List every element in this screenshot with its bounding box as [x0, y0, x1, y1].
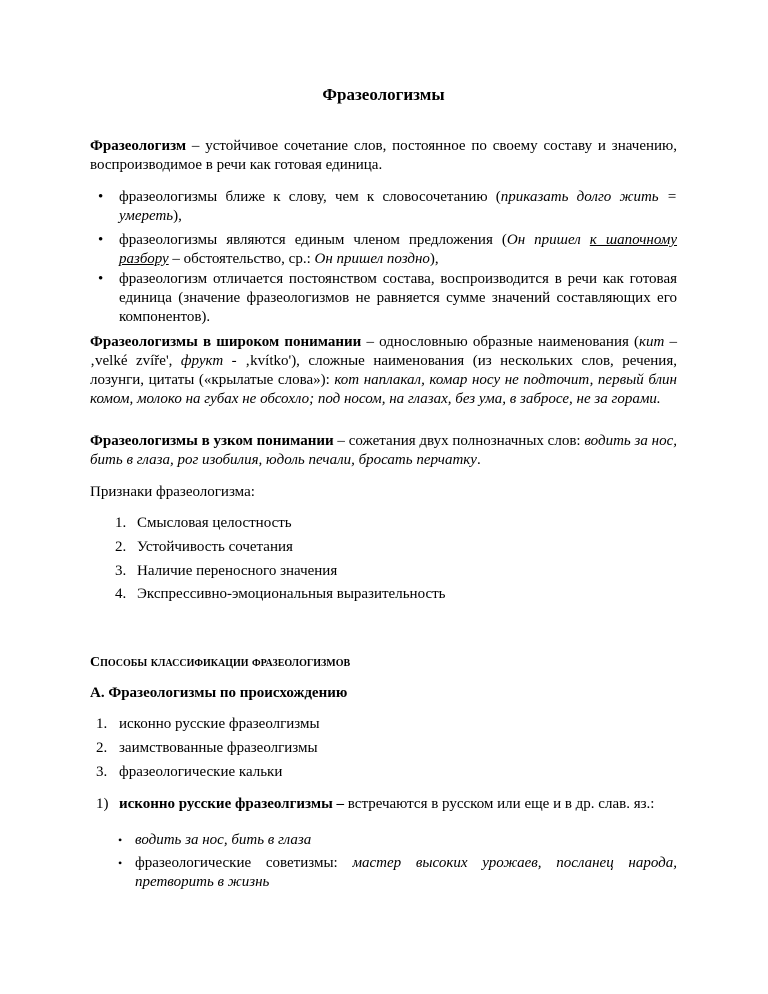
bullet-1-example: приказать долго жить = умереть	[119, 189, 677, 224]
bullet-1-text: фразеологизмы ближе к слову, чем к словосочетанию (	[119, 189, 501, 205]
sub-bullet-2-example: мастер высоких урожаев, посланец народа, претворить в жизнь	[135, 855, 678, 890]
wide-example-3: кот наплакал, комар носу не подточит, первый блин комом, молоко на губах не обсохло; под носом, на глазах, без ума, в забросе, не за горами.	[90, 372, 677, 407]
bullet-1-end: ),	[173, 208, 182, 224]
wide-example-2: фрукт	[180, 353, 224, 369]
bullet-2-example-2: Он пришел поздно	[314, 251, 430, 267]
signs-number-4: 4.	[115, 586, 127, 602]
bullet-icon: •	[98, 189, 104, 205]
sub-bullet-2	[135, 854, 677, 892]
wide-text-2: – ‚velké zvíře',	[90, 334, 677, 369]
sub-bullet-1-example: водить за нос, бить в глаза	[135, 832, 312, 848]
signs-item-4: Экспрессивно-эмоциональныя выразительность	[137, 586, 446, 602]
bullet-icon: •	[98, 271, 104, 287]
point-1-description: встречаются в русском или еще и в др. слав. яз.:	[344, 796, 655, 812]
wide-paragraph	[90, 333, 677, 409]
signs-number-3: 3.	[115, 563, 127, 579]
point-1-term: исконно русские фразеолгизмы –	[119, 796, 345, 812]
signs-item-1: Смысловая целостность	[137, 515, 292, 531]
signs-number-2: 2.	[115, 539, 127, 555]
signs-heading: Признаки фразеологизма:	[90, 484, 255, 500]
bullet-2-end: ),	[429, 251, 439, 267]
bullet-2-example-underlined: к шапочному разбору	[119, 232, 678, 267]
wide-text-1: – однословныю образные наименования (	[361, 334, 639, 350]
origin-number-3: 3.	[96, 764, 108, 780]
signs-item-3: Наличие переносного значения	[137, 563, 338, 579]
signs-item-2: Устойчивость сочетания	[137, 539, 293, 555]
narrow-example: водить за нос, бить в глаза, рог изобилия, юдоль печали, бросать перчатку	[90, 433, 677, 468]
bullet-item-1	[119, 188, 677, 226]
signs-number-1: 1.	[115, 515, 127, 531]
bullet-item-2	[119, 231, 677, 269]
bullet-icon: •	[118, 833, 123, 847]
definition-text: – устойчивое сочетание слов, постоянное по своему составу и значению, воспроизводимое в речи как готовая единица.	[90, 138, 677, 173]
narrow-end: .	[476, 452, 481, 468]
origin-item-1: исконно русские фразеолгизмы	[119, 716, 320, 732]
page-title: Фразеологизмы	[322, 85, 445, 104]
point-1-text	[119, 795, 677, 814]
narrow-paragraph	[90, 432, 677, 470]
bullet-2-text: фразеологизмы являются единым членом предложения (	[119, 232, 507, 248]
bullet-2-example-1: Он пришел	[506, 232, 590, 248]
origin-number-1: 1.	[96, 716, 108, 732]
definition-term: Фразеологизм	[90, 138, 187, 154]
origin-item-3: фразеологические кальки	[119, 764, 283, 780]
narrow-text: – сожетания двух полнозначных слов:	[333, 433, 585, 449]
origin-item-2: заимствованные фразеолгизмы	[119, 740, 318, 756]
sub-bullet-2-text: фразеологические советизмы:	[135, 855, 353, 871]
bullet-icon: •	[98, 232, 104, 248]
bullet-item-3: фразеологизм отличается постоянством состава, воспроизводится в речи как готовая единица (значение фразеологизмов не равняется сумме значений составляющих его компонентов).	[119, 271, 677, 325]
bullet-2-mid: – обстоятельство, ср.:	[168, 251, 315, 267]
narrow-term: Фразеологизмы в узком понимании	[90, 433, 334, 449]
sub-bullet-1	[135, 831, 311, 850]
point-1-number: 1)	[96, 796, 109, 812]
origin-number-2: 2.	[96, 740, 108, 756]
definition-paragraph	[90, 137, 677, 175]
wide-term: Фразеологизмы в широком понимании	[90, 334, 362, 350]
wide-example-1: кит	[639, 334, 665, 350]
wide-text-3: - ‚kvítko'), сложные наименования (из нескольких слов, речения, лозунги, цитаты («крылатые слова»):	[90, 353, 677, 388]
section-heading: Способы классификации фразеологизмов	[90, 655, 351, 670]
bullet-icon: •	[118, 856, 123, 870]
section-subheading: А. Фразеологизмы по происхождению	[90, 685, 348, 701]
